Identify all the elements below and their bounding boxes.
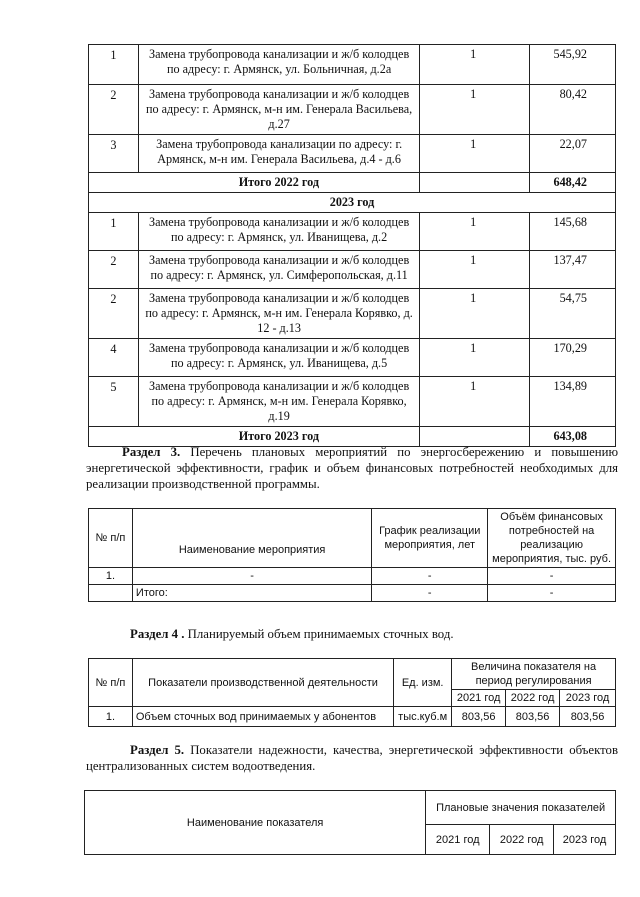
table-row — [89, 213, 616, 251]
year-2023-header: 2023 год — [89, 193, 616, 213]
row-quantity: 1 — [420, 377, 530, 427]
row-quantity: 1 — [420, 251, 530, 289]
investment-table — [88, 44, 616, 447]
total-row-2022 — [89, 173, 616, 193]
section-5-label: Раздел 5. — [130, 743, 185, 757]
row-value: 137,47 — [530, 251, 616, 289]
row-unit: тыс.куб.м — [394, 707, 452, 727]
table-header-row — [89, 509, 616, 568]
total-2023-value: 643,08 — [530, 427, 616, 447]
total-finance: - — [488, 585, 616, 602]
section-4-text: Планируемый объем принимаемых сточных вод. — [187, 627, 454, 641]
table-header-row — [89, 659, 616, 690]
row-description: Замена трубопровода канализации и ж/б колодцев по адресу: г. Армянск, м-н им. Генерала Корявко, д.19 — [138, 377, 419, 427]
header-2022: 2022 год — [490, 825, 554, 855]
row-value: 54,75 — [530, 289, 616, 339]
header-2022: 2022 год — [506, 690, 560, 707]
row-schedule: - — [372, 568, 488, 585]
row-number: 1. — [89, 707, 133, 727]
row-number: 2 — [89, 251, 139, 289]
row-quantity: 1 — [420, 135, 530, 173]
row-2021: 803,56 — [452, 707, 506, 727]
table-row — [89, 45, 616, 85]
header-finance: Объём финансовых потребностей на реализацию мероприятия, тыс. руб. — [488, 509, 616, 568]
wastewater-volume-table — [88, 658, 616, 727]
row-quantity: 1 — [420, 339, 530, 377]
row-name: Объем сточных вод принимаемых у абонентов — [132, 707, 393, 727]
row-quantity: 1 — [420, 213, 530, 251]
row-number: 1 — [89, 45, 139, 85]
year-2023-header-row — [89, 193, 616, 213]
row-description: Замена трубопровода канализации и ж/б колодцев по адресу: г. Армянск, м-н им. Генерала Корявко, д. 12 - д.13 — [138, 289, 419, 339]
row-value: 545,92 — [530, 45, 616, 85]
section-3-text: Перечень плановых мероприятий по энергосбережению и повышению энергетической эффективности, график и объем финансовых потребностей необходимых для реализации производственной программы. — [86, 445, 619, 491]
header-num: № п/п — [89, 659, 133, 707]
table-row — [89, 289, 616, 339]
row-number: 3 — [89, 135, 139, 173]
row-number: 5 — [89, 377, 139, 427]
row-description: Замена трубопровода канализации и ж/б колодцев по адресу: г. Армянск, ул. Иванищева, д.5 — [138, 339, 419, 377]
section-3-label: Раздел 3. — [122, 445, 181, 459]
section-3-heading — [86, 444, 618, 492]
total-schedule: - — [372, 585, 488, 602]
header-2023: 2023 год — [554, 825, 616, 855]
row-description: Замена трубопровода канализации и ж/б колодцев по адресу: г. Армянск, ул. Симферопольская, д.11 — [138, 251, 419, 289]
row-description: Замена трубопровода канализации по адресу: г. Армянск, м-н им. Генерала Васильева, д.4 - д.6 — [138, 135, 419, 173]
row-description: Замена трубопровода канализации и ж/б колодцев по адресу: г. Армянск, ул. Больничная, д.2а — [138, 45, 419, 85]
total-row — [89, 585, 616, 602]
energy-measures-table — [88, 508, 616, 602]
row-value: 134,89 — [530, 377, 616, 427]
section-5-heading — [86, 742, 618, 774]
header-2023: 2023 год — [560, 690, 616, 707]
row-description: Замена трубопровода канализации и ж/б колодцев по адресу: г. Армянск, ул. Иванищева, д.2 — [138, 213, 419, 251]
section-4-label: Раздел 4 . — [130, 627, 185, 641]
header-num: № п/п — [89, 509, 133, 568]
section-4-heading — [86, 626, 618, 642]
row-quantity: 1 — [420, 45, 530, 85]
row-number: 1 — [89, 213, 139, 251]
section-5-text: Показатели надежности, качества, энергетической эффективности объектов централизованных систем водоотведения. — [86, 743, 618, 773]
header-unit: Ед. изм. — [394, 659, 452, 707]
row-number: 1. — [89, 568, 133, 585]
table-row — [89, 707, 616, 727]
table-row — [89, 568, 616, 585]
row-value: 80,42 — [530, 85, 616, 135]
row-2022: 803,56 — [506, 707, 560, 727]
row-number: 2 — [89, 85, 139, 135]
header-value: Величина показателя на период регулирования — [452, 659, 616, 690]
row-name: - — [132, 568, 371, 585]
total-2023-label: Итого 2023 год — [138, 427, 419, 447]
header-indicator: Показатели производственной деятельности — [132, 659, 393, 707]
table-row — [89, 377, 616, 427]
row-quantity: 1 — [420, 289, 530, 339]
header-name: Наименование показателя — [85, 791, 426, 855]
total-label: Итого: — [132, 585, 371, 602]
table-row — [89, 339, 616, 377]
total-2022-value: 648,42 — [530, 173, 616, 193]
header-plan: Плановые значения показателей — [426, 791, 616, 825]
table-header-row — [85, 791, 616, 825]
row-value: 170,29 — [530, 339, 616, 377]
header-schedule: График реализации мероприятия, лет — [372, 509, 488, 568]
reliability-indicators-table — [84, 790, 616, 855]
header-2021: 2021 год — [452, 690, 506, 707]
total-2022-label: Итого 2022 год — [138, 173, 419, 193]
row-number: 4 — [89, 339, 139, 377]
row-quantity: 1 — [420, 85, 530, 135]
table-row — [89, 85, 616, 135]
header-2021: 2021 год — [426, 825, 490, 855]
row-value: 22,07 — [530, 135, 616, 173]
row-2023: 803,56 — [560, 707, 616, 727]
row-finance: - — [488, 568, 616, 585]
table-row — [89, 135, 616, 173]
row-number: 2 — [89, 289, 139, 339]
header-name: Наименование мероприятия — [132, 509, 371, 568]
table-row — [89, 251, 616, 289]
row-value: 145,68 — [530, 213, 616, 251]
row-description: Замена трубопровода канализации и ж/б колодцев по адресу: г. Армянск, м-н им. Генерала Васильева, д.27 — [138, 85, 419, 135]
